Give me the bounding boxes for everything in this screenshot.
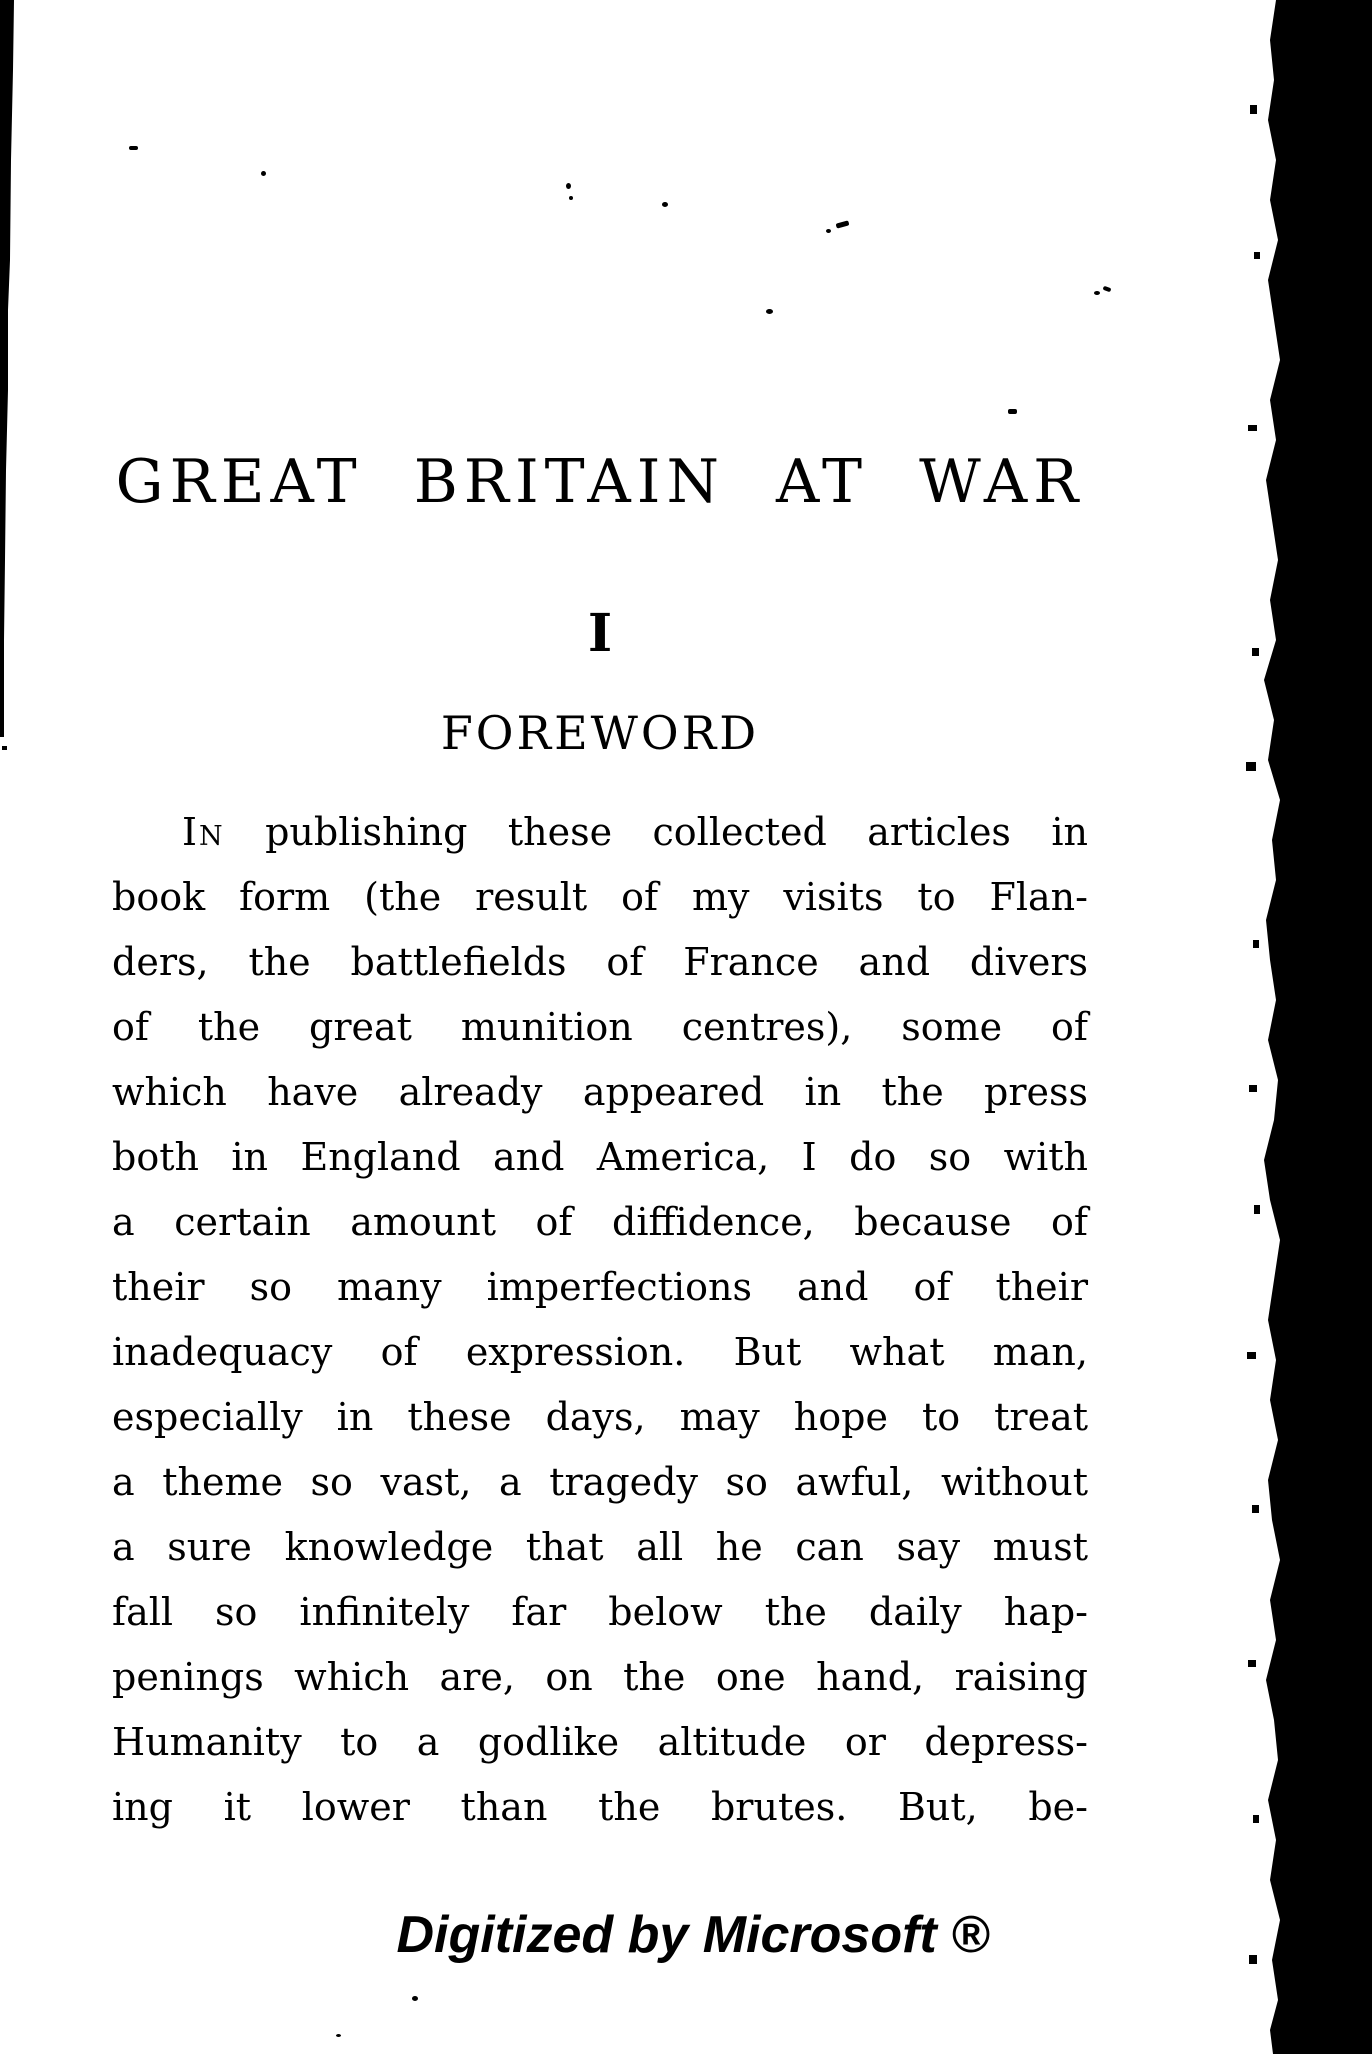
body-line: Humanity to a godlike altitude or depress- [112,1720,1088,1764]
body-line: ders, the battlefields of France and divers [112,940,1088,984]
body-line [112,800,1088,865]
page-title: GREAT BRITAIN AT WAR [115,447,1085,517]
scan-speck [662,202,668,207]
body-line: ing it lower than the brutes. But, be- [112,1785,1088,1829]
lead-word: In [182,810,225,854]
scan-speck [826,229,831,233]
body-line: of the great munition centres), some of [112,1005,1088,1049]
scan-edge-right-band [1240,0,1372,2054]
scan-speck [566,183,571,189]
scan-speck [1008,409,1017,414]
chapter-numeral: I [587,603,613,664]
scan-speck [766,309,773,314]
body-line: fall so infinitely far below the daily hap- [112,1590,1088,1634]
body-line-text: publishing these collected articles in [265,810,1088,854]
scan-speck [1103,286,1112,292]
digitized-stamp: Digitized by Microsoft ® [396,1906,990,1964]
body-line: especially in these days, may hope to treat [112,1395,1088,1439]
body-line: a certain amount of diffidence, because of [112,1200,1088,1244]
body-line: a theme so vast, a tragedy so awful, without [112,1460,1088,1504]
scan-speck [129,146,138,150]
scan-speck [261,171,266,176]
scan-speck [336,2034,341,2037]
scan-speck [412,1996,418,2001]
body-line: penings which are, on the one hand, raising [112,1655,1088,1699]
section-heading: FOREWORD [440,706,760,760]
scan-speck [569,196,573,200]
body-line: which have already appeared in the press [112,1070,1088,1114]
scan-speck [1094,291,1100,295]
body-line: inadequacy of expression. But what man, [112,1330,1088,1374]
body-line: both in England and America, I do so with [112,1135,1088,1179]
scan-speck [836,220,850,228]
scan-edge-left-bar [0,0,20,760]
body-line: a sure knowledge that all he can say must [112,1525,1088,1569]
body-paragraph [112,800,1088,1840]
body-line: book form (the result of my visits to Flan- [112,875,1088,919]
body-line: their so many imperfections and of their [112,1265,1088,1309]
